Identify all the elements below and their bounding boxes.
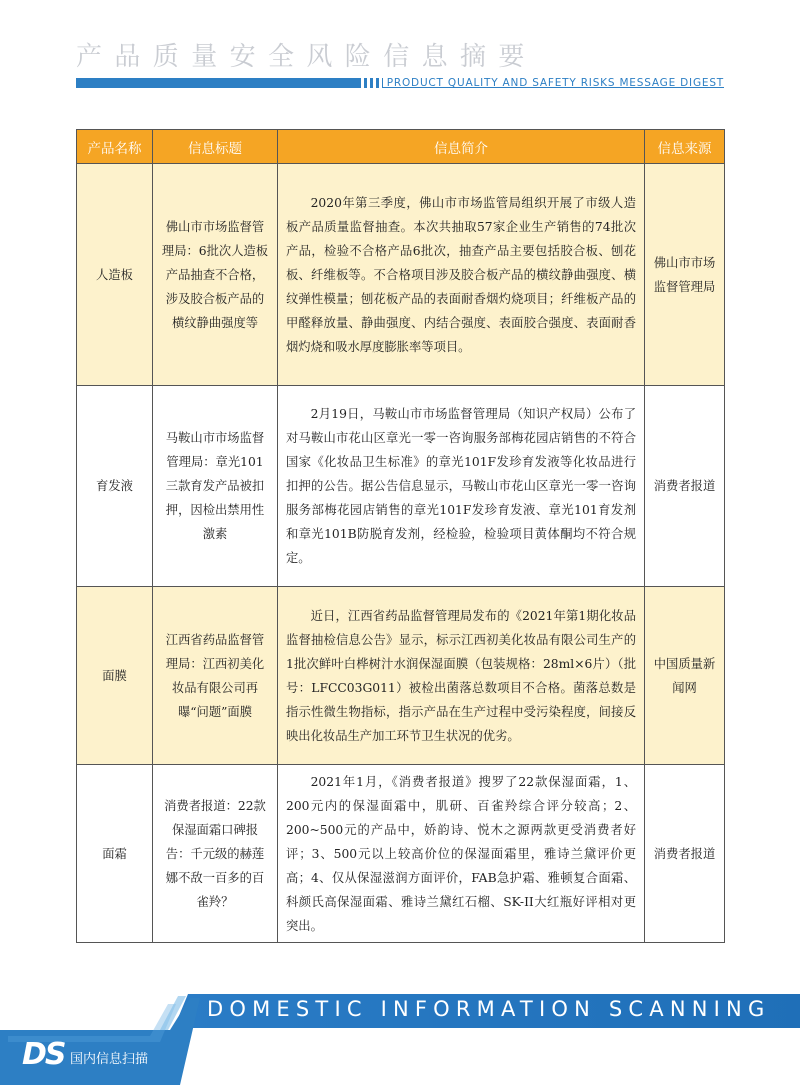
- table-row: [77, 587, 725, 765]
- section-code-logo: DS: [22, 1037, 65, 1072]
- product-name-cell: 育发液: [77, 386, 153, 587]
- header-product-name: 产品名称: [77, 130, 153, 164]
- header-accent-stripes: [361, 78, 383, 88]
- info-title-cell: 佛山市市场监督管理局：6批次人造板产品抽查不合格，涉及胶合板产品的横纹静曲强度等: [153, 164, 278, 386]
- digest-title-cn: 产品质量安全风险信息摘要: [76, 42, 537, 72]
- info-source-cell: 消费者报道: [645, 765, 725, 943]
- header-accent-bar: [76, 78, 381, 88]
- info-summary-cell: 近日，江西省药品监督管理局发布的《2021年第1期化妆品监督抽检信息公告》显示，标示江西初美化妆品有限公司生产的1批次鲜叶白桦树汁水润保湿面膜（包装规格：28ml×6片）（批号：LFCC03G011）被检出菌落总数项目不合格。菌落总数是指示性微生物指标，指示产品在生产过程中受污染程度，间接反映出化妆品生产加工环节卫生状况的优劣。: [278, 587, 645, 765]
- info-title-cell: 江西省药品监督管理局：江西初美化妆品有限公司再曝“问题”面膜: [153, 587, 278, 765]
- digest-title-en: PRODUCT QUALITY AND SAFETY RISKS MESSAGE DIGEST: [386, 77, 724, 89]
- product-name-cell: 面膜: [77, 587, 153, 765]
- info-title-cell: 消费者报道：22款保湿面霜口碑报告：千元级的赫莲娜不敌一百多的百雀羚？: [153, 765, 278, 943]
- info-source-cell: 中国质量新闻网: [645, 587, 725, 765]
- info-title-cell: 马鞍山市市场监督管理局：章光101三款育发产品被扣押，因检出禁用性激素: [153, 386, 278, 587]
- info-source-cell: 佛山市市场监督管理局: [645, 164, 725, 386]
- section-name: 国内信息扫描: [70, 1052, 149, 1067]
- header-info-summary: 信息简介: [278, 130, 645, 164]
- info-summary-cell: 2021年1月，《消费者报道》搜罗了22款保湿面霜，1、200元内的保湿面霜中，肌研、百雀羚综合评分较高；2、200~500元的产品中，娇韵诗、悦木之源两款更受消费者好评；3、500元以上较高价位的保湿面霜里，雅诗兰黛评价更高；4、仅从保湿滋润方面评价，FAB急护霜、雅顿复合面霜、科颜氏高保湿面霜、雅诗兰黛红石榴、SK-II大红瓶好评相对更突出。: [278, 765, 645, 943]
- footer-banner-text: DOMESTIC INFORMATION SCANNING: [207, 997, 771, 1021]
- table-row: [77, 386, 725, 587]
- info-source-cell: 消费者报道: [645, 386, 725, 587]
- info-summary-cell: 2020年第三季度，佛山市市场监管局组织开展了市级人造板产品质量监督抽查。本次共抽取57家企业生产销售的74批次产品，检验不合格产品6批次，抽查产品主要包括胶合板、刨花板、纤维板等。不合格项目涉及胶合板产品的横纹静曲强度、横纹弹性模量；刨花板产品的表面耐香烟灼烧项目；纤维板产品的甲醛释放量、静曲强度、内结合强度、表面胶合强度、表面耐香烟灼烧和吸水厚度膨胀率等项目。: [278, 164, 645, 386]
- product-name-cell: 面霜: [77, 765, 153, 943]
- risk-info-table: [76, 129, 725, 943]
- table-row: [77, 164, 725, 386]
- header-info-title: 信息标题: [153, 130, 278, 164]
- table-header-row: [77, 130, 725, 164]
- header-info-source: 信息来源: [645, 130, 725, 164]
- table-row: [77, 765, 725, 943]
- product-name-cell: 人造板: [77, 164, 153, 386]
- info-summary-cell: 2月19日，马鞍山市市场监督管理局（知识产权局）公布了对马鞍山市花山区章光一零一咨询服务部梅花园店销售的不符合国家《化妆品卫生标准》的章光101F发珍育发液等化妆品进行扣押的公告。据公告信息显示，马鞍山市花山区章光一零一咨询服务部梅花园店销售的章光101F发珍育发液、章光101育发剂和章光101B防脱育发剂，经检验，检验项目黄体酮均不符合规定。: [278, 386, 645, 587]
